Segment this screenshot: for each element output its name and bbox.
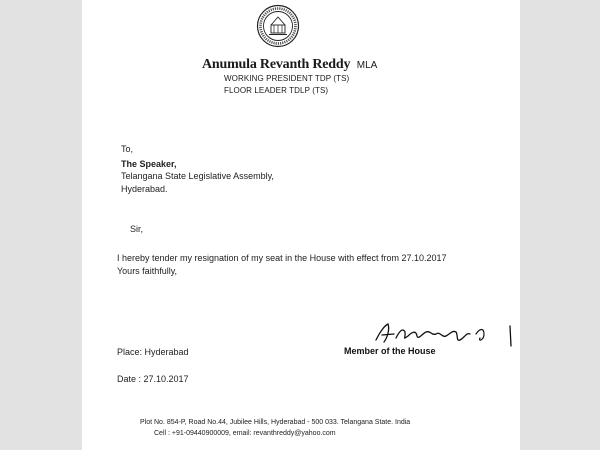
left-margin-bar bbox=[0, 0, 82, 450]
date: Date : 27.10.2017 bbox=[117, 374, 189, 384]
assembly-seal-icon bbox=[256, 4, 300, 48]
to-line: To, bbox=[121, 144, 134, 154]
member-of-house: Member of the House bbox=[344, 346, 436, 356]
signature-icon bbox=[372, 318, 527, 348]
letterhead-name: Anumula Revanth Reddy bbox=[202, 57, 351, 72]
footer-address: Plot No. 854-P, Road No.44, Jubilee Hills, Hyderabad - 500 033. Telangana State. India bbox=[140, 419, 411, 426]
letterhead-suffix: MLA bbox=[356, 60, 378, 71]
letter-body: I hereby tender my resignation of my seat in the House with effect from 27.10.2017 bbox=[117, 253, 447, 263]
right-margin-bar bbox=[520, 0, 600, 450]
address-line-1: Telangana State Legislative Assembly, bbox=[121, 171, 274, 181]
salutation: Sir, bbox=[130, 224, 144, 234]
designation-2: FLOOR LEADER TDLP (TS) bbox=[224, 86, 329, 95]
addressee: The Speaker, bbox=[121, 159, 177, 169]
letterhead-name-line bbox=[202, 55, 377, 73]
address-line-2: Hyderabad. bbox=[121, 184, 168, 194]
place: Place: Hyderabad bbox=[117, 347, 189, 357]
closing: Yours faithfully, bbox=[117, 266, 178, 276]
letter-sheet bbox=[82, 0, 520, 450]
footer-contact: Cell : +91-09440900009, email: revanthreddy@yahoo.com bbox=[154, 430, 336, 437]
designation-1: WORKING PRESIDENT TDP (TS) bbox=[224, 74, 350, 83]
